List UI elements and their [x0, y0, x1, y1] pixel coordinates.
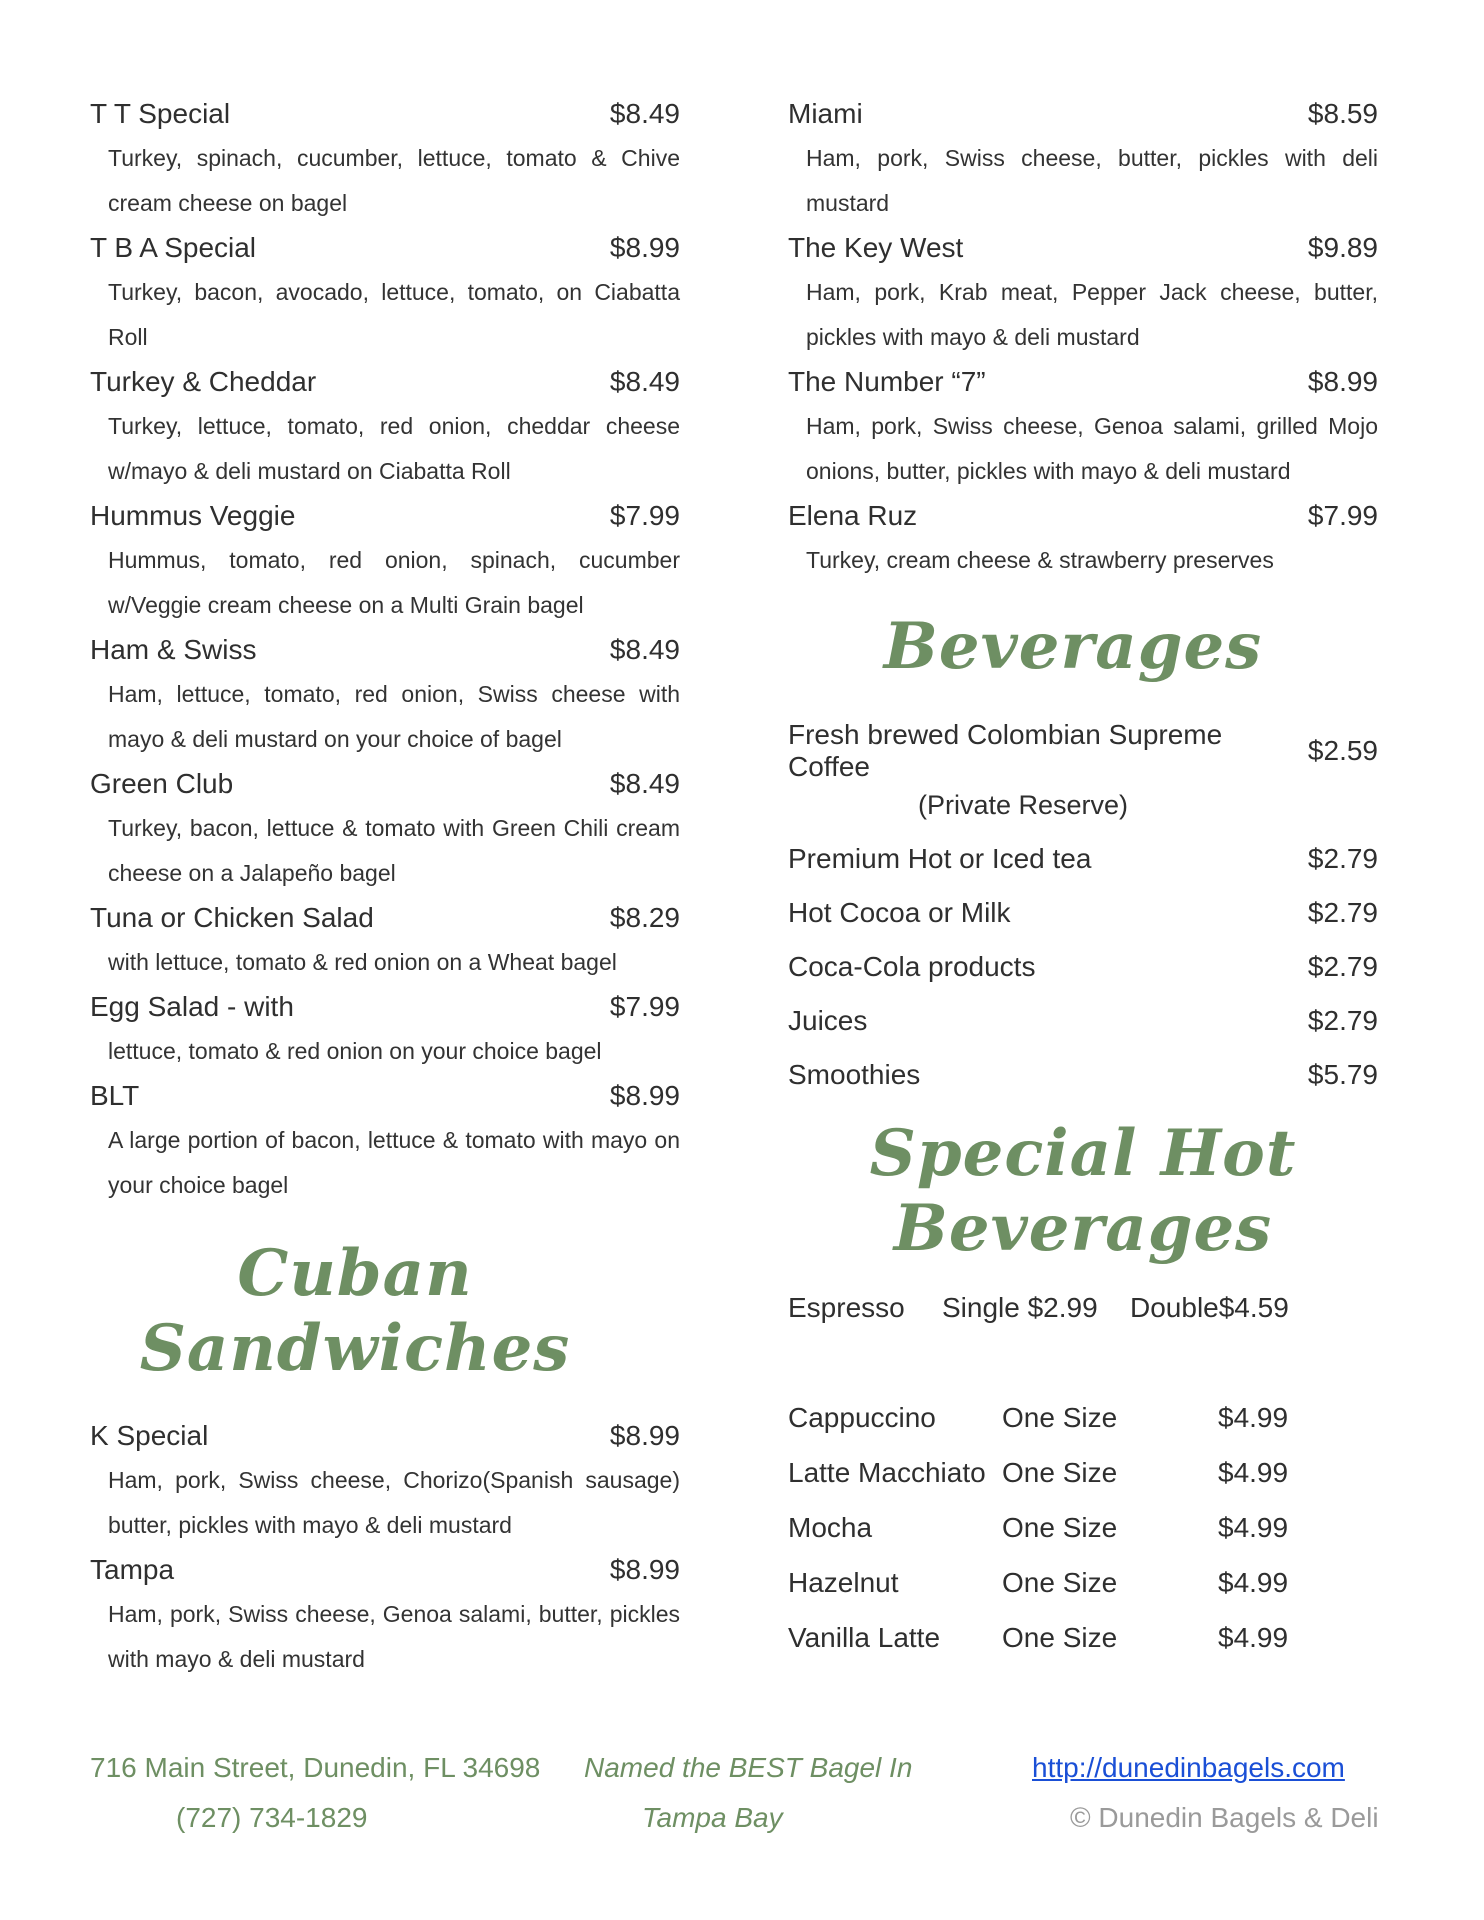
- menu-item-description: Ham, lettuce, tomato, red onion, Swiss cheese with mayo & deli mustard on your choice of bagel: [108, 681, 680, 752]
- menu-item-name: Turkey & Cheddar: [90, 366, 317, 397]
- menu-item-price: $8.99: [609, 1080, 680, 1111]
- menu-item-header: [90, 366, 680, 398]
- footer-phone[interactable]: (727) 734-1829: [176, 1802, 368, 1833]
- menu-item: [90, 1554, 680, 1682]
- menu-item: [90, 634, 680, 762]
- menu-item-name: BLT: [90, 1080, 140, 1111]
- menu-item: [90, 98, 680, 226]
- footer: [0, 1752, 1484, 1862]
- menu-item-description: with lettuce, tomato & red onion on a Wheat bagel: [108, 949, 617, 975]
- menu-item-header: [90, 1554, 680, 1586]
- menu-item-name: K Special: [90, 1420, 209, 1451]
- beverage-price: $2.59: [1307, 735, 1378, 766]
- beverage-row: [788, 719, 1378, 782]
- beverage-name: Hot Cocoa or Milk: [788, 897, 1011, 928]
- menu-item: [90, 1080, 680, 1208]
- menu-item-name: Miami: [788, 98, 863, 129]
- menu-item-description: Ham, pork, Swiss cheese, Genoa salami, grilled Mojo onions, butter, pickles with mayo & deli mustard: [806, 413, 1378, 484]
- menu-item: [788, 366, 1378, 494]
- menu-item-header: [90, 500, 680, 532]
- menu-item-price: $9.89: [1307, 232, 1378, 263]
- menu-item-header: [90, 98, 680, 130]
- hot-beverage-price: $4.99: [1218, 1401, 1289, 1433]
- footer-tagline-line2: Tampa Bay: [642, 1802, 783, 1833]
- menu-item-description: Ham, pork, Swiss cheese, Chorizo(Spanish sausage) butter, pickles with mayo & deli mustard: [108, 1467, 680, 1538]
- menu-item-name: The Number “7”: [788, 366, 986, 397]
- menu-item: [90, 991, 680, 1074]
- menu-item-price: $8.99: [609, 1554, 680, 1585]
- footer-copyright: © Dunedin Bagels & Deli: [1070, 1802, 1379, 1833]
- beverage-row: [788, 832, 1378, 886]
- menu-item-price: $7.99: [609, 991, 680, 1022]
- beverage-price: $2.79: [1307, 843, 1378, 874]
- hot-beverage-name: Cappuccino: [788, 1401, 936, 1433]
- menu-item: [788, 232, 1378, 360]
- menu-item: [90, 232, 680, 360]
- espresso-row: [788, 1280, 1378, 1335]
- hot-beverage-row: [788, 1610, 1378, 1665]
- hot-beverage-name: Vanilla Latte: [788, 1621, 941, 1653]
- hot-beverage-row: [788, 1555, 1378, 1610]
- menu-item-description: Turkey, bacon, avocado, lettuce, tomato, on Ciabatta Roll: [108, 279, 680, 350]
- menu-item: [90, 902, 680, 985]
- hot-beverage-row: [788, 1390, 1378, 1445]
- right-menu-list: [788, 98, 1378, 583]
- hot-beverage-row: [788, 1445, 1378, 1500]
- menu-item: [90, 768, 680, 896]
- menu-item: [788, 98, 1378, 226]
- hot-beverages-section-title: Special Hot Beverages: [869, 1116, 1297, 1266]
- beverage-price: $2.79: [1307, 1005, 1378, 1036]
- menu-item-description: Turkey, cream cheese & strawberry preserves: [806, 547, 1274, 573]
- beverage-name: Premium Hot or Iced tea: [788, 843, 1092, 874]
- menu-item-description: Turkey, spinach, cucumber, lettuce, tomato & Chive cream cheese on bagel: [108, 145, 680, 216]
- menu-item-description: Turkey, bacon, lettuce & tomato with Green Chili cream cheese on a Jalapeño bagel: [108, 815, 680, 886]
- left-menu-list: [90, 98, 680, 1208]
- menu-item-header: [90, 232, 680, 264]
- hot-beverage-price: $4.99: [1218, 1621, 1289, 1653]
- menu-item-header: [788, 98, 1378, 130]
- menu-item-name: Tampa: [90, 1554, 175, 1585]
- menu-item-name: T B A Special: [90, 232, 257, 263]
- beverage-name: Juices: [788, 1005, 868, 1036]
- espresso-double: Double$4.59: [1130, 1291, 1289, 1323]
- menu-item-price: $8.49: [609, 634, 680, 665]
- beverage-row: [788, 1048, 1378, 1102]
- espresso-name: Espresso: [788, 1291, 905, 1323]
- cuban-menu-list: [90, 1420, 680, 1682]
- left-column: [90, 98, 680, 1688]
- hot-beverage-price: $4.99: [1218, 1456, 1289, 1488]
- beverage-row: [788, 886, 1378, 940]
- menu-item-price: $8.99: [1307, 366, 1378, 397]
- cuban-section-title: Cuban Sandwiches: [139, 1236, 571, 1386]
- hot-beverage-name: Mocha: [788, 1511, 873, 1543]
- menu-item-header: [90, 1080, 680, 1112]
- menu-item-header: [788, 500, 1378, 532]
- menu-item-header: [90, 902, 680, 934]
- menu-item: [90, 1420, 680, 1548]
- website-link[interactable]: http://dunedinbagels.com: [1032, 1752, 1345, 1783]
- beverage-row: [788, 994, 1378, 1048]
- menu-item-description: Ham, pork, Swiss cheese, Genoa salami, butter, pickles with mayo & deli mustard: [108, 1601, 680, 1672]
- menu-item-name: Elena Ruz: [788, 500, 918, 531]
- menu-item-description: lettuce, tomato & red onion on your choice bagel: [108, 1038, 602, 1064]
- menu-item-price: $8.99: [609, 1420, 680, 1451]
- menu-item-description: A large portion of bacon, lettuce & tomato with mayo on your choice bagel: [108, 1127, 680, 1198]
- hot-beverage-row: [788, 1500, 1378, 1555]
- menu-item: [90, 366, 680, 494]
- menu-item-name: Tuna or Chicken Salad: [90, 902, 374, 933]
- menu-item-price: $8.59: [1307, 98, 1378, 129]
- menu-item-description: Hummus, tomato, red onion, spinach, cucumber w/Veggie cream cheese on a Multi Grain bagel: [108, 547, 680, 618]
- menu-item-name: Green Club: [90, 768, 234, 799]
- menu-item-price: $8.49: [609, 366, 680, 397]
- menu-item-name: Hummus Veggie: [90, 500, 296, 531]
- menu-item-price: $8.29: [609, 902, 680, 933]
- menu-item-header: [90, 634, 680, 666]
- hot-beverage-price: $4.99: [1218, 1511, 1289, 1543]
- hot-beverage-size: One Size: [1002, 1621, 1118, 1653]
- hot-beverage-size: One Size: [1002, 1456, 1118, 1488]
- beverage-note: (Private Reserve): [917, 790, 1129, 820]
- menu-item-price: $7.99: [609, 500, 680, 531]
- menu-item: [90, 500, 680, 628]
- beverages-list: [788, 719, 1378, 1102]
- beverage-price: $2.79: [1307, 951, 1378, 982]
- menu-item-price: $7.99: [1307, 500, 1378, 531]
- menu-item-name: T T Special: [90, 98, 231, 129]
- hot-beverage-name: Latte Macchiato: [788, 1456, 986, 1488]
- hot-beverage-size: One Size: [1002, 1401, 1118, 1433]
- beverage-price: $5.79: [1307, 1059, 1378, 1090]
- beverage-name: Smoothies: [788, 1059, 921, 1090]
- menu-item-price: $8.49: [609, 98, 680, 129]
- hot-beverage-size: One Size: [1002, 1566, 1118, 1598]
- beverage-name: Fresh brewed Colombian Supreme Coffee: [788, 719, 1223, 782]
- menu-item-header: [90, 1420, 680, 1452]
- hot-beverage-name: Hazelnut: [788, 1566, 899, 1598]
- menu-item-header: [788, 232, 1378, 264]
- menu-item-description: Ham, pork, Swiss cheese, butter, pickles with deli mustard: [806, 145, 1378, 216]
- beverage-price: $2.79: [1307, 897, 1378, 928]
- menu-item-header: [90, 991, 680, 1023]
- menu-item-price: $8.49: [609, 768, 680, 799]
- hot-beverages-list: [788, 1390, 1378, 1665]
- menu-item-header: [788, 366, 1378, 398]
- menu-item: [788, 500, 1378, 583]
- menu-item-name: The Key West: [788, 232, 964, 263]
- hot-beverage-size: One Size: [1002, 1511, 1118, 1543]
- hot-beverage-price: $4.99: [1218, 1566, 1289, 1598]
- menu-item-name: Egg Salad - with: [90, 991, 294, 1022]
- footer-tagline-line1: Named the BEST Bagel In: [584, 1752, 913, 1783]
- espresso-single: Single $2.99: [942, 1291, 1098, 1323]
- footer-address: 716 Main Street, Dunedin, FL 34698: [90, 1752, 541, 1783]
- menu-item-header: [90, 768, 680, 800]
- menu-item-name: Ham & Swiss: [90, 634, 257, 665]
- beverages-section-title: Beverages: [883, 609, 1263, 684]
- menu-item-description: Turkey, lettuce, tomato, red onion, cheddar cheese w/mayo & deli mustard on Ciabatta Roll: [108, 413, 680, 484]
- right-column: [788, 98, 1378, 1665]
- beverage-name: Coca-Cola products: [788, 951, 1036, 982]
- beverage-row: [788, 940, 1378, 994]
- menu-item-price: $8.99: [609, 232, 680, 263]
- menu-item-description: Ham, pork, Krab meat, Pepper Jack cheese, butter, pickles with mayo & deli mustard: [806, 279, 1378, 350]
